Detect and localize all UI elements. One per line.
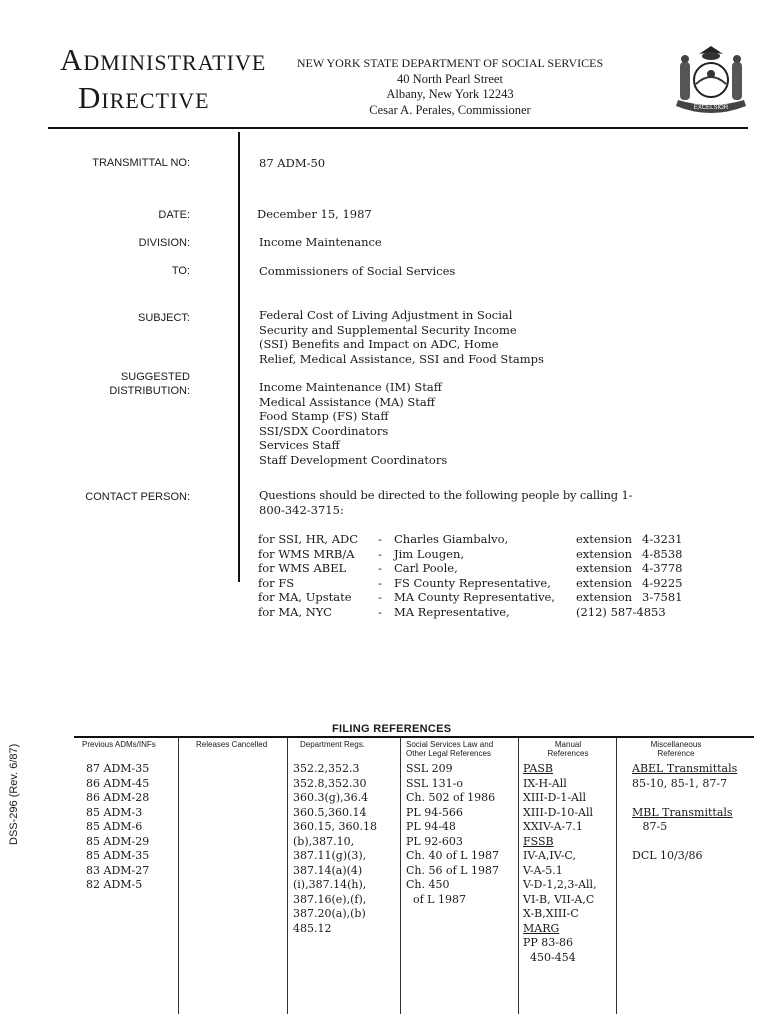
contact-name: Jim Lougen, xyxy=(394,546,465,561)
list-item: Ch. 56 of L 1987 xyxy=(406,863,499,877)
list-item: ABEL Transmittals xyxy=(632,762,738,775)
list-item: 86 ADM-45 xyxy=(86,776,150,790)
list-item: DCL 10/3/86 xyxy=(632,849,703,862)
contact-area: for FS xyxy=(258,575,295,590)
list-item: 360.3(g),36.4 xyxy=(293,791,369,804)
dept-regs-list xyxy=(293,762,377,936)
contact-row xyxy=(258,590,682,605)
filing-references-title: FILING REFERENCES xyxy=(332,723,452,735)
header-previous: Previous ADMs/INFs xyxy=(82,740,156,749)
list-item: MBL Transmittals xyxy=(632,805,733,819)
list-item: VI-B, VII-A,C xyxy=(523,892,595,906)
contact-ext-label: extension xyxy=(576,532,633,546)
contact-ext: 4-3231 xyxy=(642,532,683,546)
list-item: of L 1987 xyxy=(406,892,466,906)
contact-label: CONTACT PERSON: xyxy=(85,491,190,503)
distribution-line: Income Maintenance (IM) Staff xyxy=(259,380,442,394)
list-item: 87-5 xyxy=(632,820,668,833)
list-item: SSL 131-o xyxy=(406,776,464,790)
subject-line: (SSI) Benefits and Impact on ADC, Home xyxy=(259,337,499,352)
list-item: FSSB xyxy=(523,834,554,848)
header-divider xyxy=(48,127,748,129)
subject-line: Security and Supplemental Security Income xyxy=(259,322,517,337)
contact-dash: - xyxy=(378,575,382,590)
distribution-line: Food Stamp (FS) Staff xyxy=(259,409,389,424)
list-item: 85 ADM-6 xyxy=(86,820,143,833)
label-column-divider xyxy=(238,132,240,582)
column-divider xyxy=(400,738,401,1014)
title-administrative xyxy=(60,42,266,78)
contact-ext-label: extension xyxy=(576,561,633,576)
distribution-line: Medical Assistance (MA) Staff xyxy=(259,394,435,409)
list-item: 82 ADM-5 xyxy=(86,878,143,891)
list-item: 85 ADM-35 xyxy=(86,849,150,862)
list-item: 387.20(a),(b) xyxy=(293,907,366,920)
list-item: IX-H-All xyxy=(523,776,567,790)
contact-ext: 4-8538 xyxy=(642,546,683,561)
list-item: 387.11(g)(3), xyxy=(293,849,367,862)
misc-list xyxy=(632,762,737,864)
contact-dash: - xyxy=(378,604,382,619)
header-misc-line1: Miscellaneous xyxy=(650,740,702,749)
list-item: XIII-D-1-All xyxy=(523,791,587,804)
contact-area: for SSI, HR, ADC xyxy=(258,532,359,546)
list-item: 85 ADM-29 xyxy=(86,834,150,848)
contact-table xyxy=(258,532,682,620)
header-ssl-line1: Social Services Law and xyxy=(406,740,494,749)
list-item: 352.2,352.3 xyxy=(293,762,360,775)
list-item: PL 92-603 xyxy=(406,834,463,848)
list-item xyxy=(632,835,737,850)
manual-list xyxy=(523,762,597,965)
contact-name: Charles Giambalvo, xyxy=(394,532,509,546)
header-ssl-line2: Other Legal References xyxy=(406,749,491,758)
distribution-label-line2: DISTRIBUTION: xyxy=(109,385,190,397)
distribution-line: SSI/SDX Coordinators xyxy=(259,423,389,438)
subject-line: Relief, Medical Assistance, SSI and Food Stamps xyxy=(259,351,544,366)
contact-dash: - xyxy=(378,532,382,546)
contact-dash: - xyxy=(378,590,382,605)
date-value: December 15, 1987 xyxy=(257,207,372,221)
contact-ext-label: extension xyxy=(576,590,633,605)
list-item: 387.14(a)(4) xyxy=(293,863,363,877)
form-number: DSS-296 (Rev. 6/87) xyxy=(8,743,20,845)
header-dept-regs: Department Regs. xyxy=(300,740,365,749)
contact-intro-line2: 800-342-3715: xyxy=(259,502,344,517)
distribution-line: Staff Development Coordinators xyxy=(259,452,448,467)
to-label: TO: xyxy=(171,265,190,277)
list-item: (i),387.14(h), xyxy=(293,878,367,891)
list-item: 86 ADM-28 xyxy=(86,791,150,804)
transmittal-value: 87 ADM-50 xyxy=(259,156,326,170)
agency-commissioner: Cesar A. Perales, Commissioner xyxy=(369,102,531,117)
contact-phone: (212) 587-4853 xyxy=(576,604,666,619)
state-seal-icon xyxy=(672,44,750,116)
filing-references-rule xyxy=(74,736,754,738)
ssl-list xyxy=(406,762,499,907)
list-item: 360.15, 360.18 xyxy=(293,820,377,833)
distribution-label xyxy=(50,370,190,398)
header-misc xyxy=(636,740,716,758)
contact-intro xyxy=(259,488,719,517)
list-item: 85-10, 85-1, 87-7 xyxy=(632,776,728,790)
contact-name: MA County Representative, xyxy=(394,590,556,605)
contact-row xyxy=(258,561,682,576)
contact-area: for WMS ABEL xyxy=(258,561,347,576)
subject-label: SUBJECT: xyxy=(138,312,190,324)
list-item: 87 ADM-35 xyxy=(86,762,150,775)
header-manual-line1: Manual xyxy=(554,740,582,749)
list-item: 485.12 xyxy=(293,921,332,935)
agency-name: NEW YORK STATE DEPARTMENT OF SOCIAL SERVICES xyxy=(296,56,604,70)
distribution-line: Services Staff xyxy=(259,438,340,453)
contact-area: for MA, NYC xyxy=(258,604,332,619)
list-item: XIII-D-10-All xyxy=(523,805,594,819)
list-item: SSL 209 xyxy=(406,762,453,775)
list-item: 85 ADM-3 xyxy=(86,805,143,819)
list-item: PP 83-86 xyxy=(523,936,574,949)
header-misc-line2: Reference xyxy=(657,749,695,758)
list-item: (b),387.10, xyxy=(293,834,355,848)
title-directive xyxy=(78,80,210,116)
contact-row xyxy=(258,532,682,547)
contact-dash: - xyxy=(378,546,382,561)
contact-ext: 3-7581 xyxy=(642,590,683,605)
list-item: 83 ADM-27 xyxy=(86,863,150,877)
title-initial-d: D xyxy=(78,80,102,115)
contact-dash: - xyxy=(378,561,382,576)
agency-city: Albany, New York 12243 xyxy=(386,87,514,101)
list-item: Ch. 450 xyxy=(406,878,450,891)
contact-row xyxy=(258,547,682,562)
contact-row xyxy=(258,576,682,591)
list-item: 387.16(e),(f), xyxy=(293,892,367,906)
subject-line: Federal Cost of Living Adjustment in Social xyxy=(259,308,513,322)
list-item: MARG xyxy=(523,921,560,935)
list-item: PASB xyxy=(523,762,553,775)
list-item: Ch. 502 of 1986 xyxy=(406,791,496,804)
header-manual xyxy=(528,740,608,758)
date-label: DATE: xyxy=(158,209,190,221)
list-item: PL 94-566 xyxy=(406,805,463,819)
contact-area: for WMS MRB/A xyxy=(258,546,355,561)
list-item: V-D-1,2,3-All, xyxy=(523,878,597,891)
subject-value xyxy=(259,308,544,366)
distribution-label-line1: SUGGESTED xyxy=(120,371,190,383)
distribution-value xyxy=(259,380,447,468)
column-divider xyxy=(616,738,617,1014)
title-rest-directive: IRECTIVE xyxy=(101,88,210,113)
column-divider xyxy=(287,738,288,1014)
to-value: Commissioners of Social Services xyxy=(259,264,456,278)
agency-block xyxy=(250,56,650,118)
list-item: PL 94-48 xyxy=(406,820,456,833)
transmittal-label: TRANSMITTAL NO: xyxy=(92,157,190,169)
contact-name: MA Representative, xyxy=(394,604,510,619)
list-item: X-B,XIII-C xyxy=(523,907,579,920)
contact-ext-label: extension xyxy=(576,575,633,590)
contact-intro-line1: Questions should be directed to the following people by calling 1- xyxy=(259,488,633,502)
header-cancelled: Releases Cancelled xyxy=(196,740,268,749)
header-ssl xyxy=(406,740,493,758)
list-item: V-A-5.1 xyxy=(523,863,563,877)
contact-name: Carl Poole, xyxy=(394,561,458,576)
list-item: 352.8,352.30 xyxy=(293,776,367,790)
list-item: XXIV-A-7.1 xyxy=(523,820,583,833)
previous-list xyxy=(86,762,149,893)
agency-street: 40 North Pearl Street xyxy=(397,71,503,86)
contact-ext-label: extension xyxy=(576,546,633,561)
list-item: 450-454 xyxy=(523,950,576,964)
contact-area: for MA, Upstate xyxy=(258,590,352,605)
column-divider xyxy=(518,738,519,1014)
contact-row xyxy=(258,605,682,620)
list-item: 360.5,360.14 xyxy=(293,805,367,819)
list-item: IV-A,IV-C, xyxy=(523,849,576,862)
contact-ext: 4-3778 xyxy=(642,561,683,576)
list-item xyxy=(632,791,737,806)
svg-text:EXCELSIOR: EXCELSIOR xyxy=(693,105,729,111)
list-item: Ch. 40 of L 1987 xyxy=(406,849,499,862)
division-value: Income Maintenance xyxy=(259,235,382,249)
title-initial-a: A xyxy=(60,42,84,77)
header-manual-line2: References xyxy=(547,749,589,758)
contact-name: FS County Representative, xyxy=(394,575,551,590)
title-rest-administrative: DMINISTRATIVE xyxy=(83,50,267,75)
division-label: DIVISION: xyxy=(138,237,190,249)
contact-ext: 4-9225 xyxy=(642,575,683,590)
column-divider xyxy=(178,738,179,1014)
